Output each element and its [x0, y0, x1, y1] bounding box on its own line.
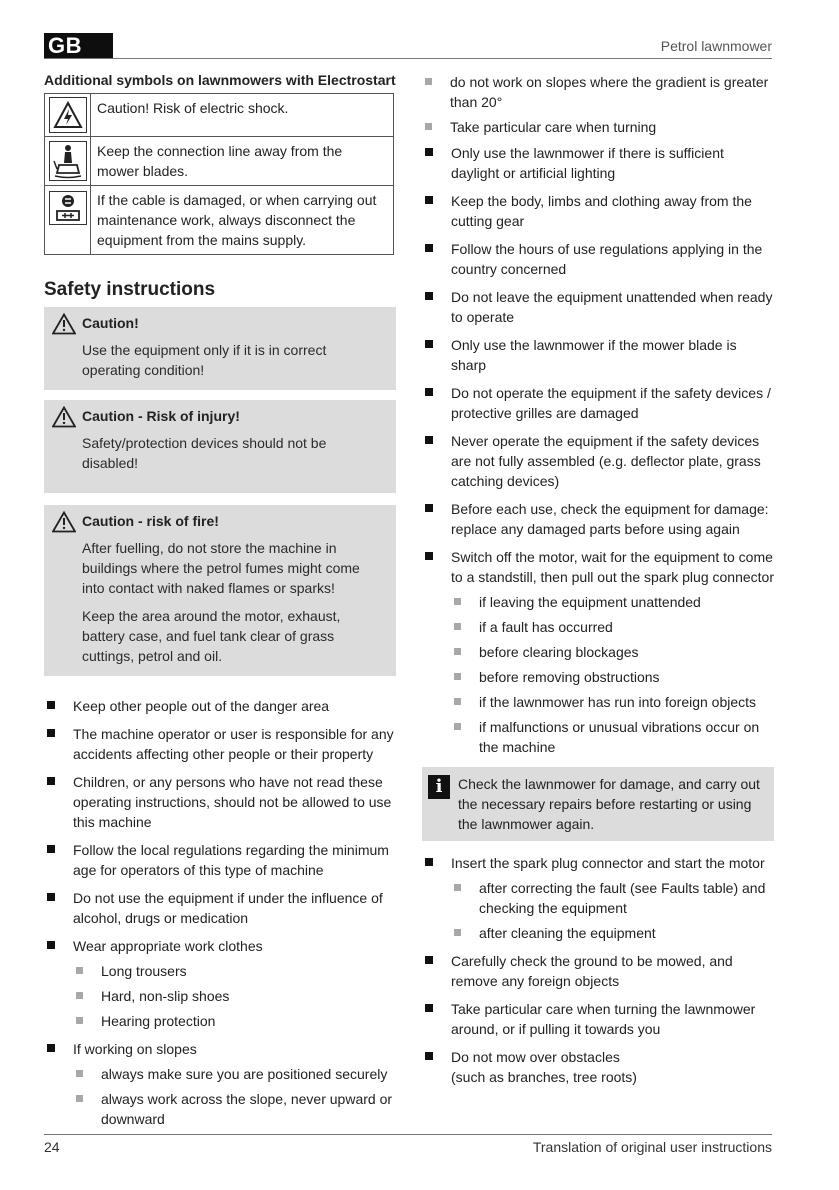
warning-text: Keep the area around the motor, exhaust, battery case, and fuel tank clear of grass cuttings, petrol and oil.	[82, 608, 341, 664]
list-item: Carefully check the ground to be mowed, and remove any foreign objects	[422, 951, 774, 991]
info-icon: i	[428, 775, 450, 799]
right-bullet-list-2	[422, 853, 774, 1087]
list-item: Keep the body, limbs and clothing away from the cutting gear	[422, 191, 774, 231]
list-item: Take particular care when turning the lawnmower around, or if pulling it towards you	[422, 999, 774, 1039]
header-title: Petrol lawnmower	[660, 38, 772, 54]
warning-triangle-icon	[52, 313, 76, 335]
section-title: Safety instructions	[44, 279, 216, 300]
list-item: Do not use the equipment if under the influence of alcohol, drugs or medication	[44, 888, 396, 928]
warning-box	[44, 307, 396, 390]
symbol-row	[45, 137, 393, 186]
list-item: Follow the hours of use regulations applying in the country concerned	[422, 239, 774, 279]
sub-list-item: if malfunctions or unusual vibrations occur on the machine	[451, 717, 774, 757]
symbol-text: Keep the connection line away from the mower blades.	[97, 143, 343, 179]
sub-list-item: always make sure you are positioned securely	[73, 1064, 396, 1084]
list-item: The machine operator or user is responsible for any accidents affecting other people or their property	[44, 724, 396, 764]
sub-list-item: after correcting the fault (see Faults table) and checking the equipment	[451, 878, 774, 918]
info-box	[422, 767, 774, 841]
sub-list-item: if a fault has occurred	[451, 617, 774, 637]
symbol-text: If the cable is damaged, or when carrying out maintenance work, always disconnect the equipment from the mains supply.	[97, 192, 377, 248]
sub-list	[422, 72, 774, 137]
list-item: Do not leave the equipment unattended when ready to operate	[422, 287, 774, 327]
disconnect-mains-icon	[49, 191, 87, 225]
list-item	[44, 1039, 396, 1129]
sub-list-item: before clearing blockages	[451, 642, 774, 662]
warning-triangle-icon	[52, 511, 76, 533]
footer-divider	[44, 1134, 772, 1135]
sub-list-item: always work across the slope, never upward or downward	[73, 1089, 396, 1129]
warning-title: Caution!	[82, 315, 139, 331]
warning-triangle-icon	[52, 406, 76, 428]
sub-list-item: Long trousers	[73, 961, 396, 981]
footer-text: Translation of original user instructions	[532, 1139, 772, 1155]
header-divider	[44, 58, 772, 59]
list-item: Do not operate the equipment if the safety devices / protective grilles are damaged	[422, 383, 774, 423]
language-badge: GB	[44, 33, 113, 59]
list-item: Only use the lawnmower if the mower blade is sharp	[422, 335, 774, 375]
list-item: Never operate the equipment if the safety devices are not fully assembled (e.g. deflector plate, grass catching devices)	[422, 431, 774, 491]
symbol-row	[45, 94, 393, 137]
page-number: 24	[44, 1139, 60, 1155]
list-item: Only use the lawnmower if there is sufficient daylight or artificial lighting	[422, 143, 774, 183]
symbols-table	[44, 93, 394, 255]
warning-text: After fuelling, do not store the machine in buildings where the petrol fumes might come into contact with naked flames or sparks!	[82, 540, 360, 596]
list-item: Keep other people out of the danger area	[44, 696, 396, 716]
warning-box	[44, 505, 396, 676]
sub-list-item: after cleaning the equipment	[451, 923, 774, 943]
electric-shock-warning-icon	[49, 97, 87, 133]
warning-title: Caution - Risk of injury!	[82, 408, 240, 424]
list-item-text: Switch off the motor, wait for the equipment to come to a standstill, then pull out the spark plug connector	[451, 549, 774, 585]
sub-list-item: Hard, non-slip shoes	[73, 986, 396, 1006]
symbol-row	[45, 186, 393, 254]
sub-list-item: Hearing protection	[73, 1011, 396, 1031]
info-text: Check the lawnmower for damage, and carry out the necessary repairs before restarting or using the lawnmower again.	[458, 776, 760, 832]
sub-list-item: if leaving the equipment unattended	[451, 592, 774, 612]
warning-text: Use the equipment only if it is in correct operating condition!	[82, 342, 327, 378]
list-item-text: Insert the spark plug connector and start the motor	[451, 855, 765, 871]
list-item	[422, 547, 774, 757]
sub-list-item: if the lawnmower has run into foreign objects	[451, 692, 774, 712]
sub-list-item: do not work on slopes where the gradient is greater than 20°	[422, 72, 774, 112]
left-column	[44, 72, 396, 1137]
list-item-text: Wear appropriate work clothes	[73, 938, 263, 954]
symbols-heading: Additional symbols on lawnmowers with Electrostart	[44, 72, 396, 88]
right-bullet-list	[422, 143, 774, 757]
sub-list-item: before removing obstructions	[451, 667, 774, 687]
list-item	[44, 936, 396, 1031]
list-item: Follow the local regulations regarding the minimum age for operators of this type of machine	[44, 840, 396, 880]
symbol-text: Caution! Risk of electric shock.	[97, 100, 289, 116]
sub-list	[73, 961, 396, 1031]
right-column	[422, 72, 774, 1095]
sub-list	[451, 592, 774, 757]
sub-list-item: Take particular care when turning	[422, 117, 774, 137]
warning-title: Caution - risk of fire!	[82, 513, 219, 529]
sub-list	[451, 878, 774, 943]
warning-text: Safety/protection devices should not be disabled!	[82, 435, 327, 471]
sub-list	[73, 1064, 396, 1129]
left-bullet-list	[44, 696, 396, 1129]
cable-away-from-blades-icon	[49, 141, 87, 181]
list-item: Before each use, check the equipment for damage: replace any damaged parts before using again	[422, 499, 774, 539]
list-item-text: If working on slopes	[73, 1041, 197, 1057]
list-item: Children, or any persons who have not read these operating instructions, should not be allowed to use this machine	[44, 772, 396, 832]
list-item: Do not mow over obstacles (such as branches, tree roots)	[422, 1047, 774, 1087]
list-item	[422, 853, 774, 943]
warning-box	[44, 400, 396, 493]
